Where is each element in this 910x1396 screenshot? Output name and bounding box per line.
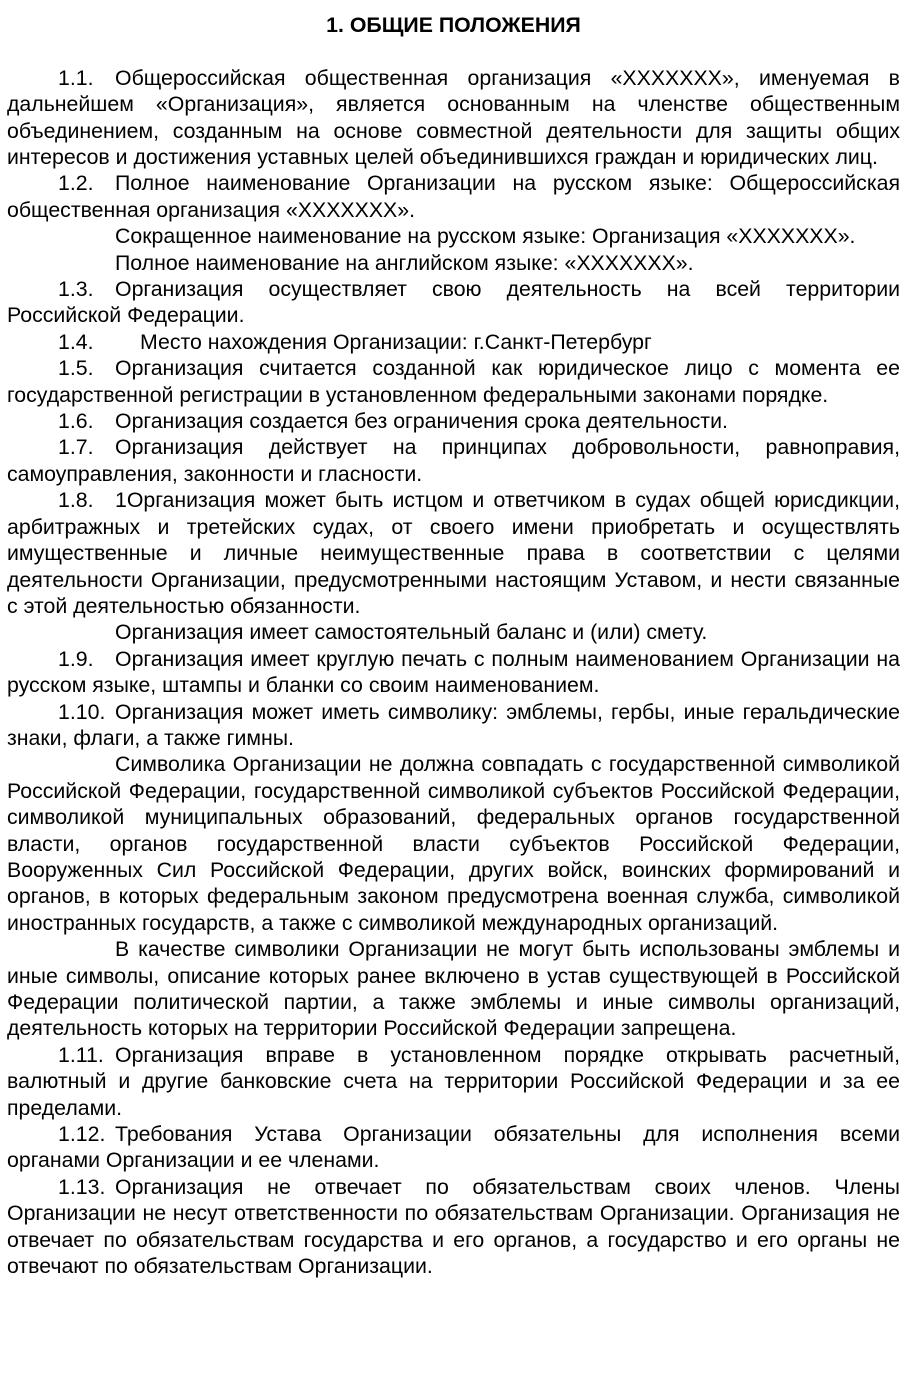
clause-number: 1.2. xyxy=(58,171,94,196)
clause-1-8 xyxy=(7,487,900,619)
clause-1-10-prohibited-symbols: В качестве символики Организации не могут быть использованы эмблемы и иные символы, описание которых ранее включено в устав существующей в Российской Федерации политической партии, а также эмблемы и иные символы организаций, деятельность которых на территории Российской Федерации запрещена. xyxy=(7,937,900,1041)
clause-number: 1.9. xyxy=(58,646,94,671)
clause-number: 1.13. xyxy=(58,1174,106,1199)
clause-number: 1.7. xyxy=(58,435,94,460)
clause-text: Организация имеет круглую печать с полным наименованием Организации на русском языке, штампы и бланки со своим наименованием. xyxy=(7,646,900,698)
clause-text: Полное наименование Организации на русском языке: Общероссийская общественная организация «XXXXXXX». xyxy=(7,171,900,222)
clause-number: 1.5. xyxy=(58,356,94,381)
clause-1-2-short-name: Сокращенное наименование на русском языке: Организация «XXXXXXX». xyxy=(115,224,856,249)
clause-1-7 xyxy=(7,434,900,487)
clause-number: 1.1. xyxy=(58,65,94,90)
document-page xyxy=(7,12,900,1279)
clause-number: 1.3. xyxy=(58,277,94,302)
clause-text: Организация вправе в установленном порядке открывать расчетный, валютный и другие банковские счета на территории Российской Федерации и за ее пределами. xyxy=(7,1042,900,1120)
clause-1-11 xyxy=(7,1042,900,1121)
clause-number: 1.4. xyxy=(58,329,94,354)
clause-text: Организация создается без ограничения срока деятельности. xyxy=(115,409,728,434)
clause-1-1 xyxy=(7,65,900,171)
clause-1-12 xyxy=(7,1121,900,1174)
clause-1-8-balance: Организация имеет самостоятельный баланс и (или) смету. xyxy=(115,620,708,645)
clause-1-5 xyxy=(7,355,900,408)
clause-number: 1.11. xyxy=(58,1042,104,1067)
clause-1-10 xyxy=(7,699,900,752)
clause-number: 1.6. xyxy=(58,409,94,434)
clause-number: 1.12. xyxy=(58,1122,106,1147)
clause-1-13 xyxy=(7,1174,900,1280)
clause-text: Требования Устава Организации обязательны для исполнения всеми органами Организации и ее членами. xyxy=(7,1122,900,1173)
clause-1-4 xyxy=(7,329,900,355)
clause-text: Организация действует на принципах добровольности, равноправия, самоуправления, законности и гласности. xyxy=(7,435,900,486)
clause-text: Организация не отвечает по обязательствам своих членов. Члены Организации не несут ответственности по обязательствам Организации. Организация не отвечает по обязательствам государства и его органов, а государство и его органы не отвечают по обязательствам Организации. xyxy=(7,1174,900,1279)
clause-1-6 xyxy=(7,408,900,434)
clause-text: Организация считается созданной как юридическое лицо с момента ее государственной регистрации в установленном федеральными законами порядке. xyxy=(7,356,900,407)
clause-text: Общероссийская общественная организация «XXXXXXX», именуемая в дальнейшем «Организация», является основанным на членстве общественным объединением, созданным на основе совместной деятельности для защиты общих интересов и достижения уставных целей объединившихся граждан и юридических лиц. xyxy=(7,65,900,170)
clause-1-2 xyxy=(7,170,900,223)
clause-text: Организация может иметь символику: эмблемы, гербы, иные геральдические знаки, флаги, а также гимны. xyxy=(7,699,900,750)
clause-number: 1.10. xyxy=(58,699,106,724)
clause-1-3 xyxy=(7,276,900,329)
clause-text: Место нахождения Организации: г.Санкт-Петербург xyxy=(140,329,652,354)
section-title: 1. ОБЩИЕ ПОЛОЖЕНИЯ xyxy=(326,13,581,37)
clause-1-9 xyxy=(7,646,900,699)
clause-number: 1.8. xyxy=(58,488,94,513)
clause-text: Организация осуществляет свою деятельность на всей территории Российской Федерации. xyxy=(7,277,900,328)
clause-1-2-english-name: Полное наименование на английском языке: «XXXXXXX». xyxy=(115,250,694,275)
clause-1-10-symbol-restrictions: Символика Организации не должна совпадать с государственной символикой Российской Федерации, государственной символикой субъектов Российской Федерации, символикой муниципальных образований, федеральных органов государственной власти, органов государственной власти субъектов Российской Федерации, Вооруженных Сил Российской Федерации, других войск, воинских формирований и органов, в которых федеральным законом предусмотрена военная служба, символикой иностранных государств, а также с символикой международных организаций. xyxy=(7,752,900,935)
clause-text: 1Организация может быть истцом и ответчиком в судах общей юрисдикции, арбитражных и третейских судах, от своего имени приобретать и осуществлять имущественные и личные неимущественные права в соответствии с целями деятельности Организации, предусмотренными настоящим Уставом, и нести связанные с этой деятельностью обязанности. xyxy=(7,488,900,618)
